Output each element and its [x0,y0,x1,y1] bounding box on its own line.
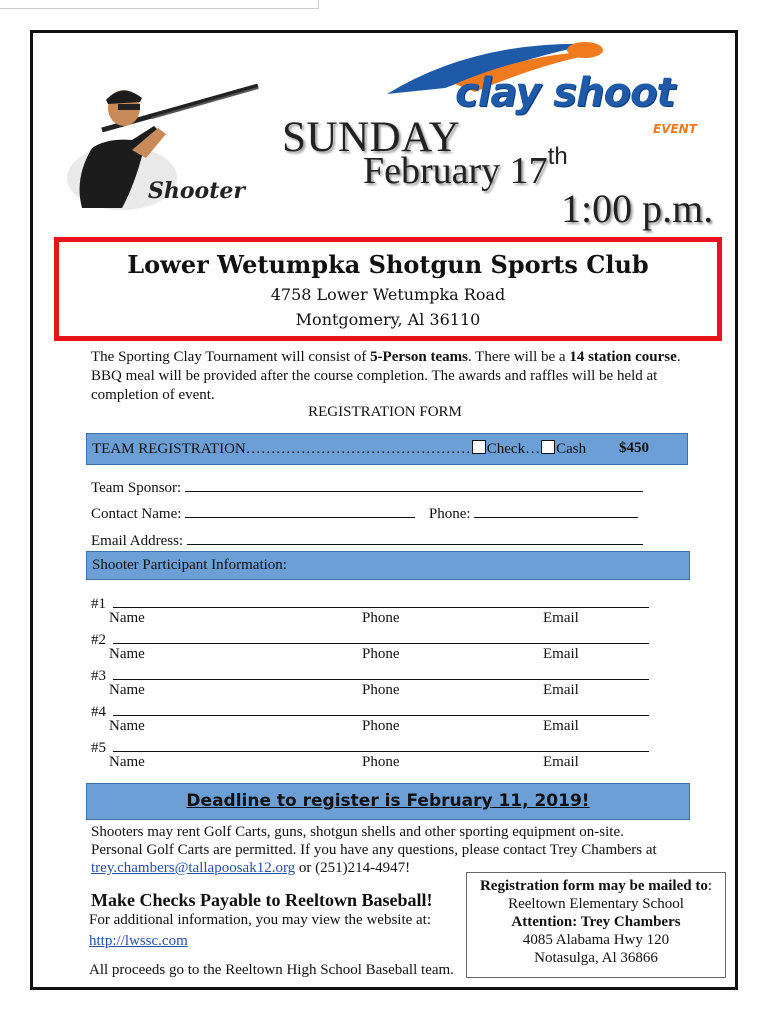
registration-price: $450 [619,440,649,456]
intro-paragraph: The Sporting Clay Tournament will consist of 5-Person teams. There will be a 14 station course. BBQ meal will be provided after the course completion. The awards and raffles will be held at completion of event. [91,349,681,403]
email-field [91,530,643,550]
clay-shoot-wordmark: clay shoot [455,70,675,116]
participant-3-input[interactable] [113,665,649,680]
cash-label: Cash [556,441,587,457]
mail-attention: Attention: Trey Chambers [511,914,681,930]
venue-city: Montgomery, Al 36110 [295,310,481,329]
venue-box [54,237,722,341]
page-corner-mark [0,0,319,9]
cash-checkbox[interactable] [541,440,555,454]
checks-payable: Make Checks Payable to Reeltown Baseball! [91,890,433,910]
participant-row: #3 Name Phone Email [91,665,651,701]
mail-line-4: Notasulga, Al 36866 [534,950,658,966]
check-label: Check… [486,441,541,457]
event-day: SUNDAY [282,114,461,161]
mail-title: Registration form may be mailed to [479,878,708,894]
form-title: REGISTRATION FORM [308,404,462,420]
participant-row: #1 Name Phone Email [91,593,651,629]
mail-line-1: Reeltown Elementary School [508,896,684,912]
proceeds-text: All proceeds go to the Reeltown High School Baseball team. [89,962,454,978]
participant-4-input[interactable] [113,701,649,716]
contact-field [91,503,638,523]
venue-street: 4758 Lower Wetumpka Road [270,285,506,304]
contact-input[interactable] [185,503,415,518]
phone-input[interactable] [474,503,638,518]
team-registration-bar [86,433,688,465]
email-input[interactable] [187,530,643,545]
date-suffix: th [547,143,568,170]
event-date: February 17th [363,143,568,192]
contact-label: Contact Name: [91,506,182,522]
sponsor-input[interactable] [185,477,643,492]
mail-line-3: 4085 Alabama Hwy 120 [522,932,670,948]
shooter-logo [62,68,262,220]
venue-name: Lower Wetumpka Shotgun Sports Club [127,250,649,279]
event-wordmark: EVENT [653,122,697,136]
phone-label: Phone: [428,506,471,522]
participant-5-input[interactable] [113,737,649,752]
participant-row: #5 Name Phone Email [91,737,651,773]
email-label: Email Address: [91,533,184,549]
participant-row: #2 Name Phone Email [91,629,651,665]
participant-row: #4 Name Phone Email [91,701,651,737]
check-checkbox[interactable] [472,440,486,454]
info-text: For additional information, you may view the website at: [89,912,432,928]
deadline-banner: Deadline to register is February 11, 2019! [86,783,690,820]
notes-paragraph: Shooters may rent Golf Carts, guns, shotgun shells and other sporting equipment on-site. Personal Golf Carts are permitted. If you have any questions, please contact Trey Chambers at trey.chambers@tallapoosak12.org or (251)214-4947! [91,824,657,876]
mailing-address-box: Registration form may be mailed to: Reeltown Elementary School Attention: Trey Chambers 4085 Alabama Hwy 120 Notasulga, Al 36866 [466,872,726,978]
shooter-info-bar: Shooter Participant Information: [86,551,690,580]
sponsor-label: Team Sponsor: [91,480,182,496]
website-link[interactable]: http://lwssc.com [89,933,188,949]
event-time: 1:00 p.m. [561,186,714,231]
team-registration-label: TEAM REGISTRATION……………………………………… [92,441,471,457]
participant-2-input[interactable] [113,629,649,644]
participant-1-input[interactable] [113,593,649,608]
contact-email-link[interactable]: trey.chambers@tallapoosak12.org [91,860,296,876]
shooter-caption: Shooter [148,178,245,204]
sponsor-field [91,477,643,497]
participant-list [91,593,651,773]
